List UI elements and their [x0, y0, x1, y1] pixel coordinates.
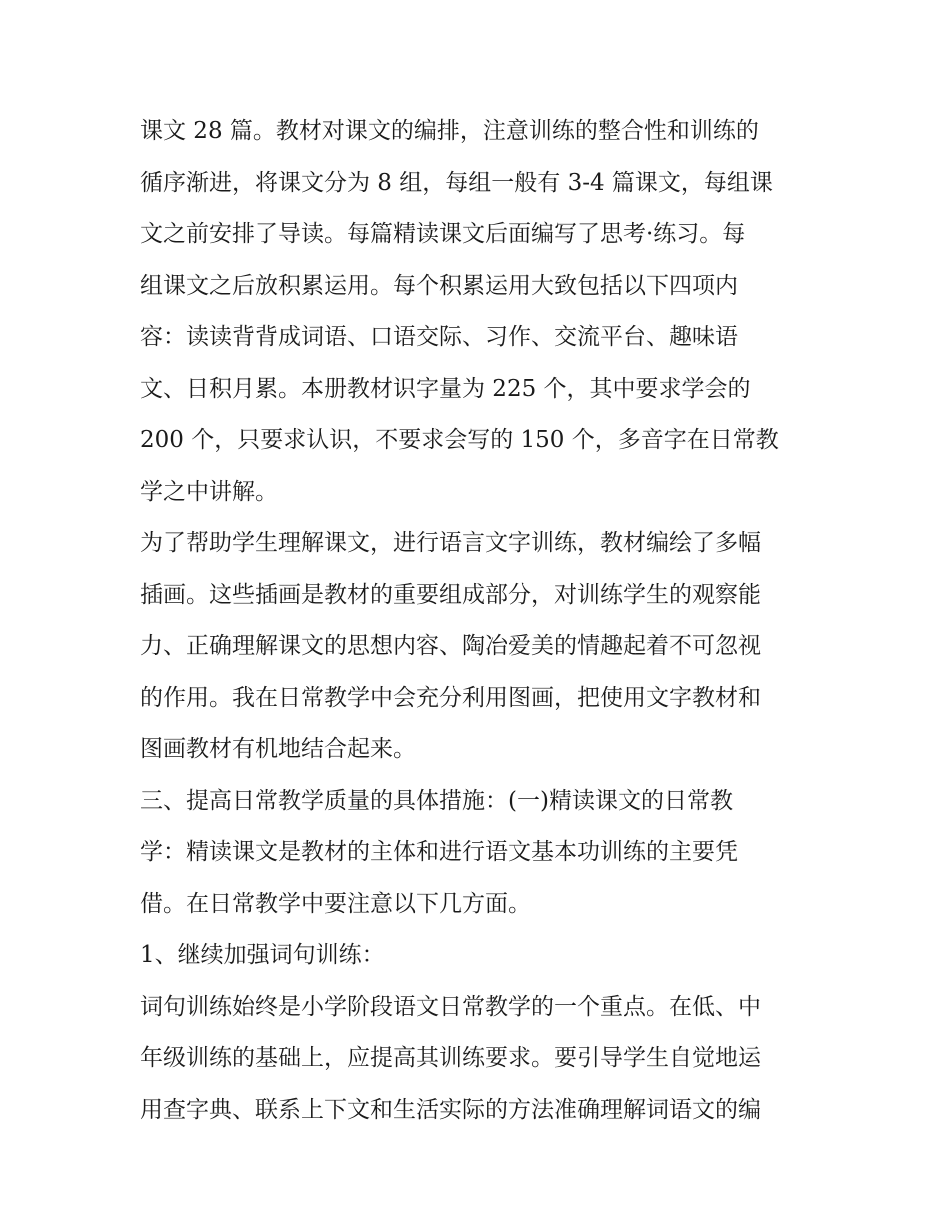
text-line-15: 学：精读课文是教材的主体和进行语文基本功训练的主要凭	[140, 839, 738, 865]
text-line-17: 1、继续加强词句训练：	[140, 942, 385, 968]
text-line-1: 课文 28 篇。教材对课文的编排，注意训练的整合性和训练的	[140, 118, 759, 144]
text-line-10: 插画。这些插画是教材的重要组成部分，对训练学生的观察能	[140, 581, 761, 608]
text-line-9: 为了帮助学生理解课文，进行语言文字训练，教材编绘了多幅	[140, 530, 761, 556]
text-line-4: 组课文之后放积累运用。每个积累运用大致包括以下四项内	[140, 272, 738, 299]
text-line-20: 用查字典、联系上下文和生活实际的方法准确理解词语文的编	[140, 1096, 761, 1123]
text-line-7: 200 个，只要求认识，不要求会写的 150 个，多音字在日常教	[140, 427, 779, 453]
text-line-13: 图画教材有机地结合起来。	[140, 736, 416, 762]
text-line-3: 文之前安排了导读。每篇精读课文后面编写了思考·练习。每	[140, 221, 746, 247]
text-line-14: 三、提高日常教学质量的具体措施：(一)精读课文的日常教	[140, 787, 733, 814]
text-line-18: 词句训练始终是小学阶段语文日常教学的一个重点。在低、中	[140, 993, 761, 1020]
text-line-5: 容：读读背背成词语、口语交际、习作、交流平台、趣味语	[140, 324, 738, 350]
body-text	[140, 106, 820, 1136]
text-line-11: 力、正确理解课文的思想内容、陶冶爱美的情趣起着不可忽视	[140, 633, 761, 659]
text-line-16: 借。在日常教学中要注意以下几方面。	[140, 890, 531, 917]
text-line-6: 文、日积月累。本册教材识字量为 225 个，其中要求学会的	[140, 375, 751, 402]
text-line-8: 学之中讲解。	[140, 478, 278, 505]
text-line-19: 年级训练的基础上，应提高其训练要求。要引导学生自觉地运	[140, 1045, 761, 1071]
text-line-2: 循序渐进，将课文分为 8 组，每组一般有 3-4 篇课文，每组课	[140, 169, 773, 196]
text-line-12: 的作用。我在日常教学中会充分利用图画，把使用文字教材和	[140, 684, 761, 711]
